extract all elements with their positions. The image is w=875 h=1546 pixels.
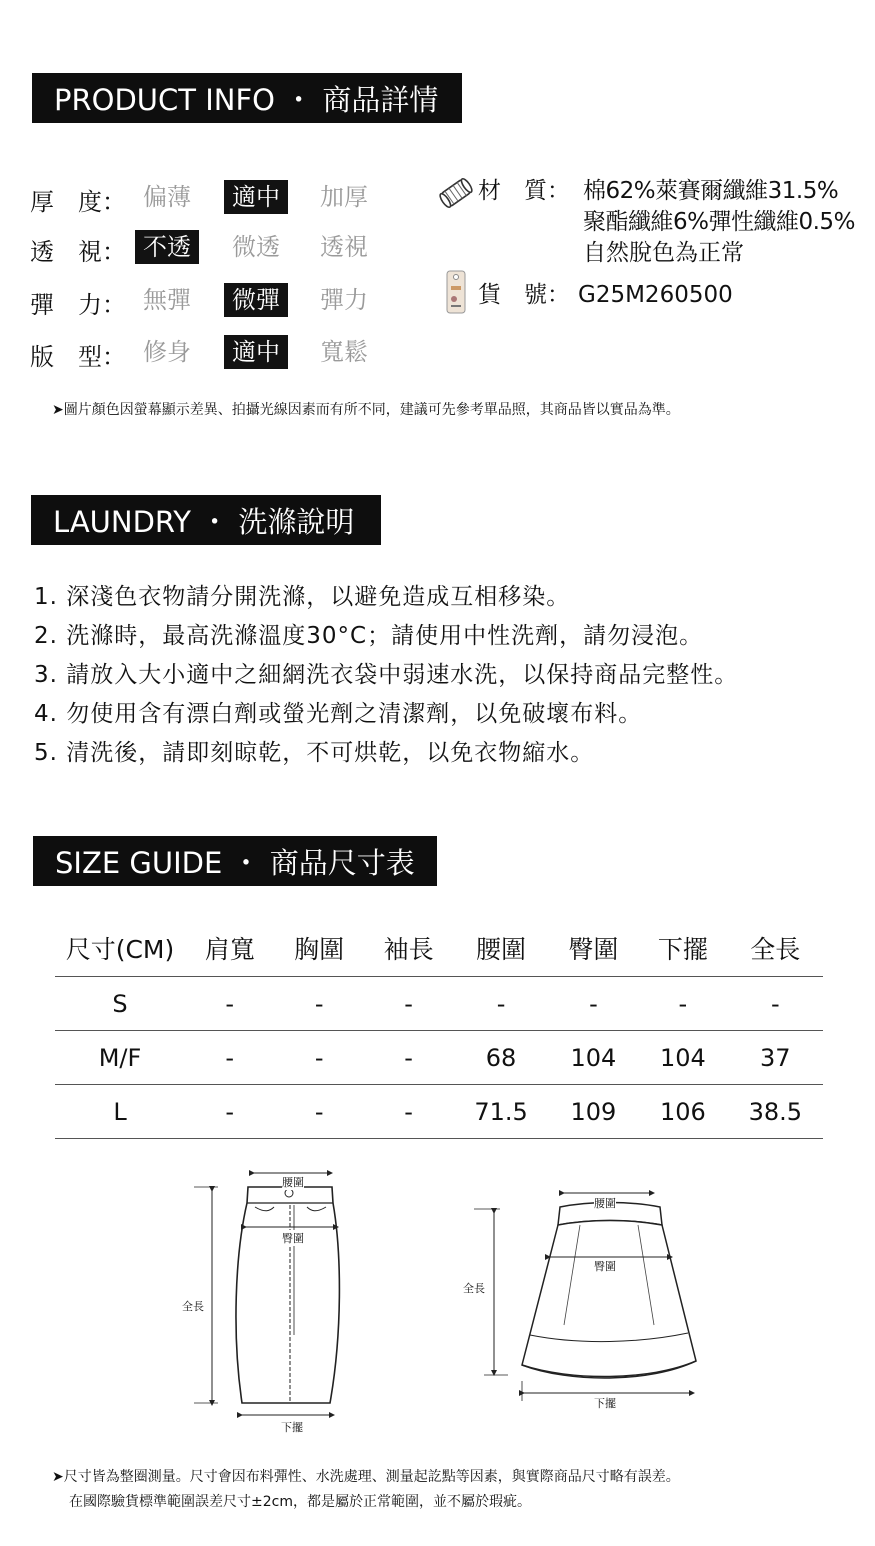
table-cell: 106 <box>638 1085 727 1139</box>
tag-icon <box>446 270 466 314</box>
thread-spool-icon <box>437 177 475 209</box>
flared-waist-label: 腰圍 <box>594 1197 616 1210</box>
product-info-header <box>32 73 462 123</box>
pencil-waist-label: 腰圍 <box>282 1176 304 1189</box>
size-note-2: 在國際驗貨標準範圍誤差尺寸±2cm，都是屬於正常範圍，並不屬於瑕疵。 <box>69 1494 531 1510</box>
table-cell: 104 <box>638 1031 727 1085</box>
attribute-option: 微透 <box>232 233 280 261</box>
size-guide-header <box>33 836 437 886</box>
flared-hip-label: 臀圍 <box>594 1260 616 1273</box>
laundry-item-3: 3. 請放入大小適中之細網洗衣袋中弱速水洗，以保持商品完整性。 <box>34 662 739 688</box>
laundry-item-4: 4. 勿使用含有漂白劑或螢光劑之清潔劑，以免破壞布料。 <box>34 701 643 727</box>
pencil-hem-label: 下擺 <box>281 1421 303 1434</box>
pencil-hip-label: 臀圍 <box>282 1232 304 1245</box>
attribute-option-selected: 不透 <box>135 230 199 264</box>
table-row <box>55 977 823 1031</box>
attribute-label: 彈 力： <box>30 291 126 319</box>
table-cell: - <box>364 1031 453 1085</box>
item-no-label: 貨 號： <box>478 282 570 308</box>
attribute-option: 加厚 <box>320 183 368 211</box>
attribute-label: 版 型： <box>30 343 126 371</box>
material-line-3: 自然脫色為正常 <box>583 240 744 266</box>
material-label: 材 質： <box>478 178 570 204</box>
laundry-title: LAUNDRY ・ 洗滌說明 <box>53 504 355 539</box>
table-cell: S <box>55 977 185 1031</box>
table-cell: 104 <box>549 1031 638 1085</box>
table-cell: - <box>185 1031 274 1085</box>
laundry-item-1: 1. 深淺色衣物請分開洗滌，以避免造成互相移染。 <box>34 584 571 610</box>
table-cell: - <box>549 977 638 1031</box>
attribute-option: 透視 <box>320 233 368 261</box>
size-table-header-row <box>55 920 823 977</box>
item-no-value: G25M260500 <box>578 282 733 308</box>
laundry-header <box>31 495 381 545</box>
table-row <box>55 1031 823 1085</box>
table-cell: - <box>364 977 453 1031</box>
table-cell: - <box>728 977 823 1031</box>
table-cell: - <box>364 1085 453 1139</box>
attribute-option: 修身 <box>143 338 191 366</box>
table-cell: L <box>55 1085 185 1139</box>
size-col-header: 臀圍 <box>549 920 638 977</box>
table-row <box>55 1085 823 1139</box>
table-cell: M/F <box>55 1031 185 1085</box>
attribute-option: 無彈 <box>143 286 191 314</box>
table-cell: 38.5 <box>728 1085 823 1139</box>
table-cell: - <box>638 977 727 1031</box>
size-col-header: 尺寸(CM) <box>55 920 185 977</box>
flared-hem-label: 下擺 <box>594 1397 616 1410</box>
attribute-label: 透 視： <box>30 238 126 266</box>
size-note-1: ➤尺寸皆為整圈測量。尺寸會因布料彈性、水洗處理、測量起訖點等因素，與實際商品尺寸略有誤差。 <box>52 1469 680 1485</box>
flared-skirt-diagram <box>460 1185 710 1415</box>
attribute-option-selected: 適中 <box>224 180 288 214</box>
color-disclaimer-note: ➤圖片顏色因螢幕顯示差異、拍攝光線因素而有所不同，建議可先參考單品照，其商品皆以實品為準。 <box>52 402 680 418</box>
table-cell: - <box>185 1085 274 1139</box>
material-line-2: 聚酯纖維6%彈性纖維0.5% <box>583 209 855 235</box>
attribute-option: 彈力 <box>320 286 368 314</box>
table-cell: - <box>185 977 274 1031</box>
table-cell: 109 <box>549 1085 638 1139</box>
table-cell: 71.5 <box>453 1085 548 1139</box>
size-col-header: 肩寬 <box>185 920 274 977</box>
pencil-length-label: 全長 <box>182 1300 204 1313</box>
size-col-header: 下擺 <box>638 920 727 977</box>
product-info-title: PRODUCT INFO ・ 商品詳情 <box>54 82 439 117</box>
table-cell: - <box>274 1031 363 1085</box>
attribute-option: 偏薄 <box>143 183 191 211</box>
material-line-1: 棉62%萊賽爾纖維31.5% <box>583 178 839 204</box>
table-cell: - <box>274 977 363 1031</box>
attribute-option-selected: 適中 <box>224 335 288 369</box>
table-cell: - <box>453 977 548 1031</box>
size-table <box>55 920 823 1139</box>
laundry-item-2: 2. 洗滌時，最高洗滌溫度30°C；請使用中性洗劑，請勿浸泡。 <box>34 623 704 649</box>
size-guide-title: SIZE GUIDE ・ 商品尺寸表 <box>55 845 415 880</box>
flared-length-label: 全長 <box>463 1282 485 1295</box>
attribute-option-selected: 微彈 <box>224 283 288 317</box>
table-cell: - <box>274 1085 363 1139</box>
table-cell: 37 <box>728 1031 823 1085</box>
size-col-header: 全長 <box>728 920 823 977</box>
size-col-header: 胸圍 <box>274 920 363 977</box>
laundry-item-5: 5. 清洗後，請即刻晾乾，不可烘乾，以免衣物縮水。 <box>34 740 595 766</box>
size-col-header: 袖長 <box>364 920 453 977</box>
size-col-header: 腰圍 <box>453 920 548 977</box>
table-cell: 68 <box>453 1031 548 1085</box>
attribute-option: 寬鬆 <box>320 338 368 366</box>
attribute-label: 厚 度： <box>30 188 126 216</box>
